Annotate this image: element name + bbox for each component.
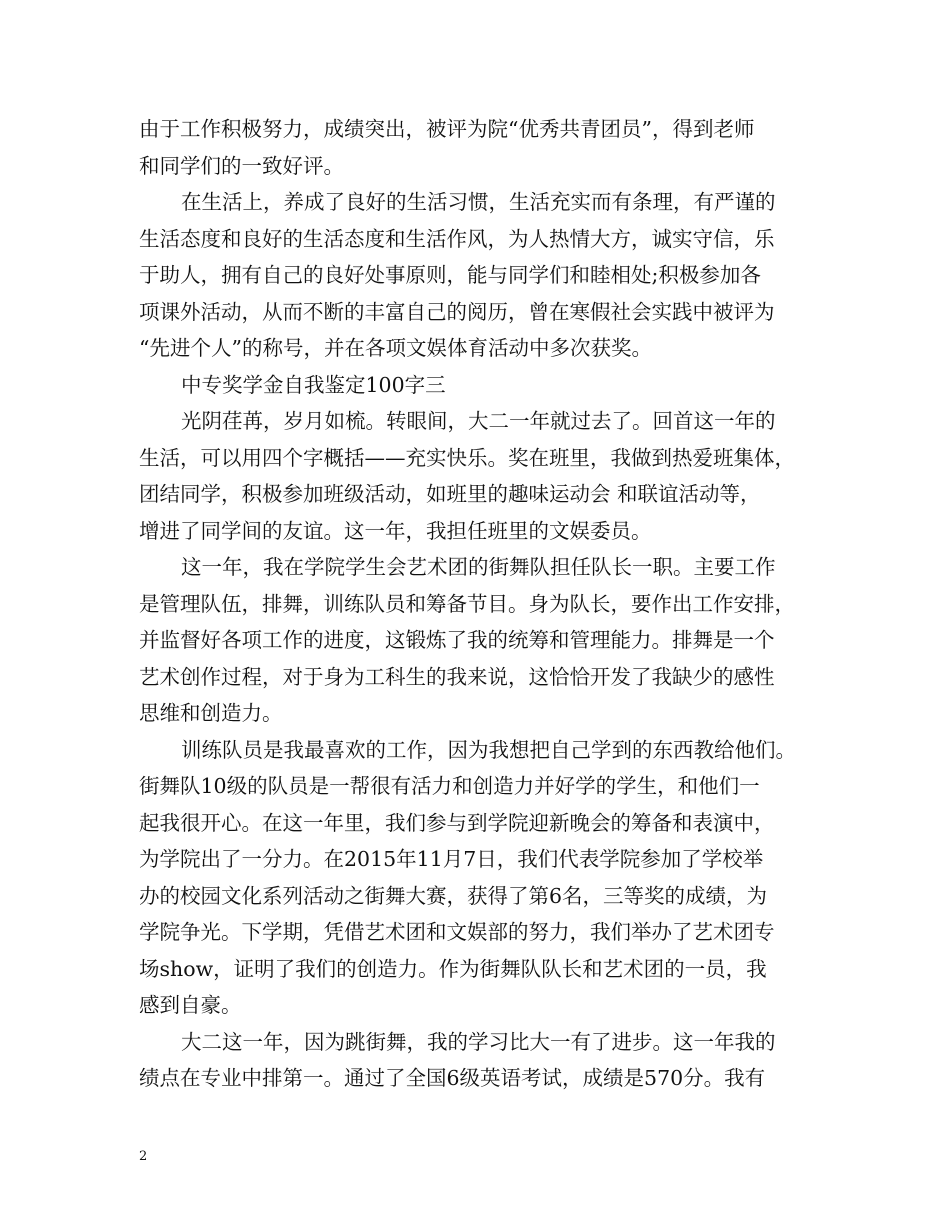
text-line: 为学院出了一分力。在2015年11月7日，我们代表学院参加了学校举 xyxy=(139,847,764,871)
text-line: 思维和创造力。 xyxy=(139,701,283,725)
text-line: 办的校园文化系列活动之街舞大赛，获得了第6名，三等奖的成绩，为 xyxy=(139,883,768,908)
text-line: 艺术创作过程，对于身为工科生的我来说，这恰恰开发了我缺少的感性 xyxy=(139,664,775,689)
text-line: 光阴荏苒，岁月如梳。转眼间，大二一年就过去了。回首这一年的 xyxy=(181,409,776,433)
text-line: 于助人，拥有自己的良好处事原则，能与同学们和睦相处;积极参加各 xyxy=(139,263,761,287)
text-line: 项课外活动，从而不断的丰富自己的阅历，曾在寒假社会实践中被评为 xyxy=(139,299,775,324)
text-line: 学院争光。下学期，凭借艺术团和文娱部的努力，我们举办了艺术团专 xyxy=(139,920,775,944)
text-line: 增进了同学间的友谊。这一年，我担任班里的文娱委员。 xyxy=(139,518,652,543)
text-line: 是管理队伍，排舞，训练队员和筹备节目。身为队长，要作出工作安排， xyxy=(139,591,795,616)
section-heading xyxy=(139,367,829,404)
text-line: 团结同学，积极参加班级活动，如班里的趣味运动会 和联谊活动等， xyxy=(139,482,761,506)
text-line: 生活态度和良好的生活态度和生活作风，为人热情大方，诚实守信，乐 xyxy=(139,226,775,251)
text-line: 起我很开心。在这一年里，我们参与到学院迎新晚会的筹备和表演中， xyxy=(139,810,775,835)
text-line: “先进个人”的称号，并在各项文娱体育活动中多次获奖。 xyxy=(139,336,652,360)
paragraph-6 xyxy=(139,1024,829,1097)
text-line: 训练队员是我最喜欢的工作，因为我想把自己学到的东西教给他们。 xyxy=(181,737,796,762)
paragraph-2 xyxy=(139,184,829,367)
text-line: 在生活上，养成了良好的生活习惯，生活充实而有条理，有严谨的 xyxy=(181,190,776,214)
text-line: 场show，证明了我们的创造力。作为街舞队队长和艺术团的一员，我 xyxy=(139,956,767,981)
text-line: 并监督好各项工作的进度，这锻炼了我的统筹和管理能力。排舞是一个 xyxy=(139,628,775,652)
text-line: 和同学们的一致好评。 xyxy=(139,153,344,178)
text-line: 大二这一年，因为跳街舞，我的学习比大一有了进步。这一年我的 xyxy=(181,1029,776,1054)
text-line: 街舞队10级的队员是一帮很有活力和创造力并好学的学生，和他们一 xyxy=(139,774,760,798)
text-line: 绩点在专业中排第一。通过了全国6级英语考试，成绩是570分。我有 xyxy=(139,1066,766,1090)
paragraph-3 xyxy=(139,403,829,549)
text-line: 这一年，我在学院学生会艺术团的街舞队担任队长一职。主要工作 xyxy=(181,555,776,579)
text-line: 由于工作积极努力，成绩突出，被评为院“优秀共青团员”，得到老师 xyxy=(139,117,755,141)
paragraph-1 xyxy=(139,111,829,184)
paragraph-5 xyxy=(139,732,829,1024)
text-line: 生活，可以用四个字概括——充实快乐。奖在班里，我做到热爱班集体， xyxy=(139,445,795,470)
heading-line: 中专奖学金自我鉴定100字三 xyxy=(181,372,446,397)
text-line: 感到自豪。 xyxy=(139,993,242,1017)
paragraph-4 xyxy=(139,549,829,732)
page-number: 2 xyxy=(139,1149,148,1164)
document-body xyxy=(139,111,829,1097)
